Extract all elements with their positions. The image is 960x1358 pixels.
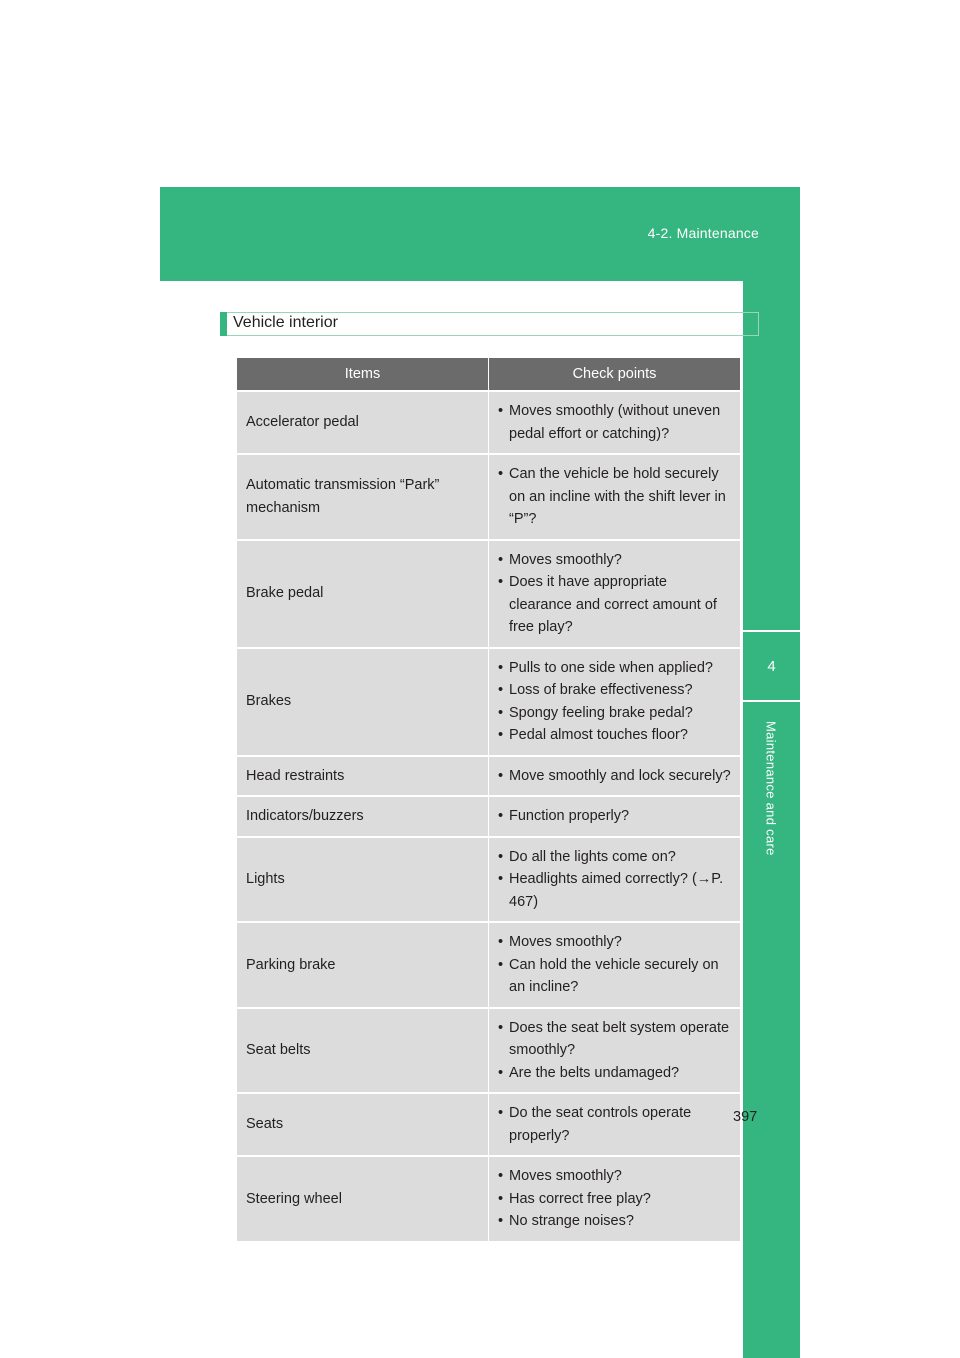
item-name: Seat belts — [237, 1008, 489, 1094]
check-point: • Can the vehicle be hold securely on an incline with the shift lever in “P”? — [498, 463, 731, 531]
table-row — [237, 796, 740, 837]
table-row — [237, 648, 740, 756]
check-point-list — [498, 1017, 731, 1085]
check-points — [489, 540, 741, 648]
check-point: • Pulls to one side when applied? — [498, 657, 731, 680]
check-point-list — [498, 846, 731, 914]
check-points — [489, 1156, 741, 1241]
item-name: Lights — [237, 837, 489, 923]
check-point: • Loss of brake effectiveness? — [498, 679, 731, 702]
item-name: Accelerator pedal — [237, 391, 489, 454]
check-point: • Does it have appropriate clearance and correct amount of free play? — [498, 571, 731, 639]
check-points — [489, 1093, 741, 1156]
check-table — [237, 358, 740, 1241]
section-title: Vehicle interior — [233, 314, 338, 331]
check-point-list — [498, 657, 731, 747]
check-points — [489, 756, 741, 797]
table-row — [237, 837, 740, 923]
item-name: Brake pedal — [237, 540, 489, 648]
item-name: Parking brake — [237, 922, 489, 1008]
check-point-list — [498, 765, 731, 788]
check-point-list — [498, 1102, 731, 1147]
table-row — [237, 391, 740, 454]
item-name: Automatic transmission “Park” mechanism — [237, 454, 489, 540]
page-number: 397 — [733, 1109, 758, 1125]
table-row — [237, 454, 740, 540]
check-point: • Do all the lights come on? — [498, 846, 731, 869]
check-point-list — [498, 1165, 731, 1233]
check-point: • Can hold the vehicle securely on an incline? — [498, 954, 731, 999]
item-name: Seats — [237, 1093, 489, 1156]
check-point: • Moves smoothly? — [498, 1165, 731, 1188]
column-header-items: Items — [237, 358, 489, 391]
column-header-check-points: Check points — [489, 358, 741, 391]
table-row — [237, 1156, 740, 1241]
check-point-list — [498, 463, 731, 531]
check-point: • Does the seat belt system operate smoothly? — [498, 1017, 731, 1062]
check-points — [489, 391, 741, 454]
check-points — [489, 922, 741, 1008]
item-name: Brakes — [237, 648, 489, 756]
check-points — [489, 648, 741, 756]
section-breadcrumb: 4-2. Maintenance — [647, 225, 759, 241]
check-point-list — [498, 805, 731, 828]
item-name: Head restraints — [237, 756, 489, 797]
check-point: • Are the belts undamaged? — [498, 1062, 731, 1085]
table-row — [237, 756, 740, 797]
section-title-accent — [220, 312, 227, 336]
table-header-row — [237, 358, 740, 391]
check-point: • Spongy feeling brake pedal? — [498, 702, 731, 725]
table-body — [237, 391, 740, 1241]
check-points — [489, 837, 741, 923]
check-point: • Pedal almost touches floor? — [498, 724, 731, 747]
item-name: Indicators/buzzers — [237, 796, 489, 837]
check-points — [489, 1008, 741, 1094]
check-point: • Function properly? — [498, 805, 731, 828]
check-point: • Headlights aimed correctly? (→P. 467) — [498, 868, 731, 913]
header-band — [160, 187, 800, 281]
table-row — [237, 1093, 740, 1156]
check-point: • No strange noises? — [498, 1210, 731, 1233]
check-point: • Move smoothly and lock securely? — [498, 765, 731, 788]
chapter-number: 4 — [743, 630, 800, 702]
chapter-label: Maintenance and care — [763, 721, 779, 856]
table-row — [237, 540, 740, 648]
check-points — [489, 796, 741, 837]
table-row — [237, 922, 740, 1008]
check-point: • Do the seat controls operate properly? — [498, 1102, 731, 1147]
chapter-side-tab — [743, 281, 800, 1358]
check-points — [489, 454, 741, 540]
table-row — [237, 1008, 740, 1094]
check-point-list — [498, 549, 731, 639]
check-point-list — [498, 400, 731, 445]
check-point: • Moves smoothly? — [498, 549, 731, 572]
check-point-list — [498, 931, 731, 999]
check-point: • Has correct free play? — [498, 1188, 731, 1211]
check-point: • Moves smoothly (without uneven pedal effort or catching)? — [498, 400, 731, 445]
item-name: Steering wheel — [237, 1156, 489, 1241]
check-point: • Moves smoothly? — [498, 931, 731, 954]
